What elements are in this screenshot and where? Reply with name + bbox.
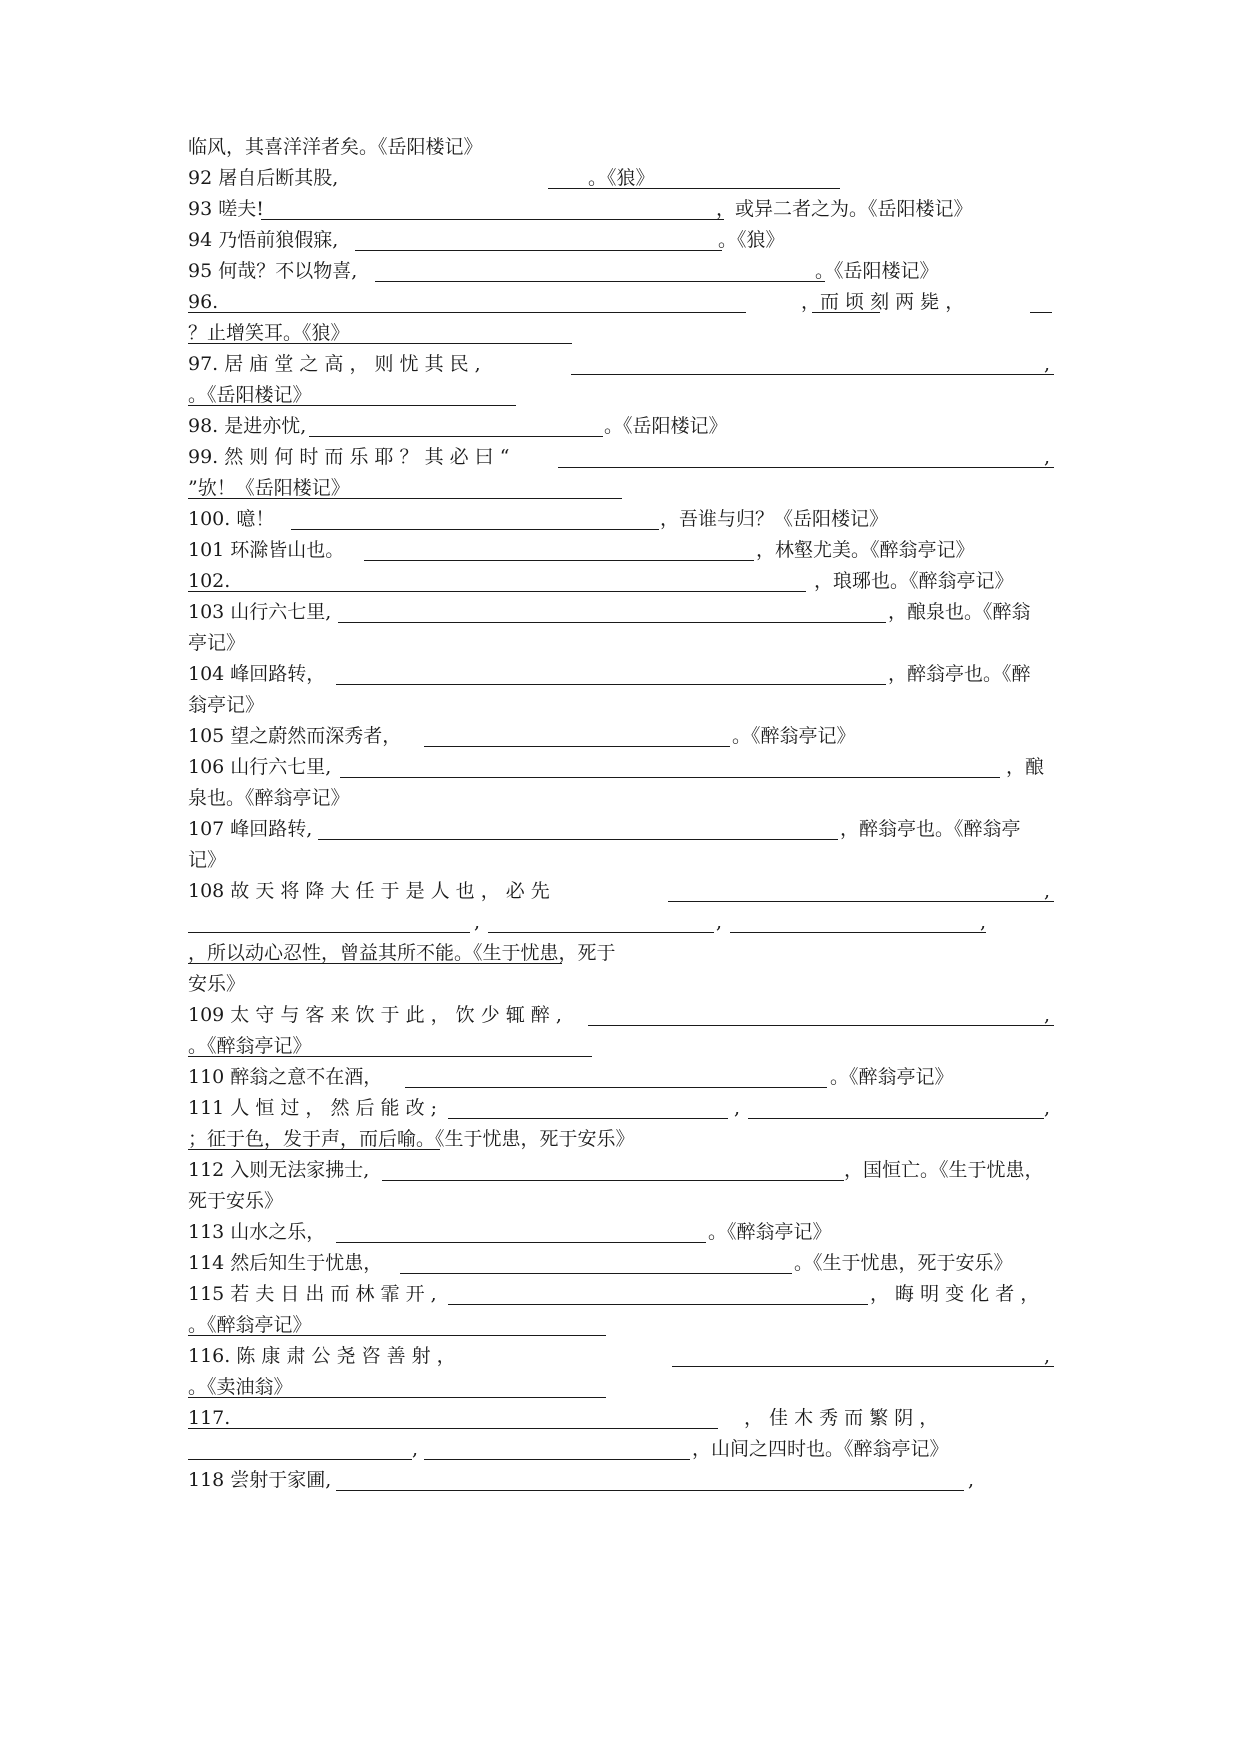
text-line (188, 969, 1054, 999)
text-segment: 114 然后知生于忧患， (188, 1252, 383, 1274)
answer-blank[interactable] (188, 1459, 412, 1460)
text-segment: ， 佳 木 秀 而 繁 阴 ， (744, 1407, 939, 1429)
text-segment: ，山间之四时也。《醉翁亭记》 (692, 1438, 949, 1460)
text-segment: 110 醉翁之意不在酒， (188, 1066, 383, 1088)
text-line (188, 1000, 1054, 1030)
answer-blank[interactable] (338, 622, 886, 623)
text-line (188, 1341, 1054, 1371)
text-line (188, 721, 1054, 751)
answer-blank[interactable] (748, 1118, 1044, 1119)
text-segment: 95 何哉？不以物喜, (188, 260, 358, 282)
text-line (188, 1217, 1054, 1247)
text-segment: 。《醉翁亭记》 (732, 725, 856, 747)
text-segment: 109 太 守 与 客 来 饮 于 此 ， 饮 少 辄 醉 , (188, 1004, 562, 1026)
answer-blank[interactable] (309, 436, 603, 437)
text-line (188, 256, 1054, 286)
text-segment: , (1044, 1345, 1051, 1367)
answer-blank[interactable] (375, 281, 825, 282)
text-segment: , (734, 1097, 741, 1119)
text-segment: ，而 顷 刻 两 毙 ， (801, 291, 965, 313)
text-line (188, 566, 1054, 596)
text-segment: 117. (188, 1407, 231, 1429)
text-segment: , (412, 1438, 419, 1460)
answer-blank[interactable] (571, 374, 1054, 375)
text-segment: 105 望之蔚然而深秀者， (188, 725, 402, 747)
text-segment: 。《岳阳楼记》 (188, 384, 312, 406)
text-segment: , (1044, 1097, 1051, 1119)
text-line (188, 1186, 1054, 1216)
text-segment: 。《醉翁亭记》 (188, 1314, 312, 1336)
answer-blank[interactable] (448, 1118, 728, 1119)
text-segment: , (1044, 353, 1051, 375)
text-segment: 。《生于忧患，死于安乐》 (794, 1252, 1013, 1274)
text-line (188, 225, 1054, 255)
text-segment: ，所以动心忍性，曾益其所不能。《生于忧患，死于 (188, 942, 616, 964)
text-segment: 106 山行六七里, (188, 756, 332, 778)
text-line (188, 349, 1054, 379)
text-line (188, 473, 1054, 503)
text-segment: 118 尝射于家圃, (188, 1469, 332, 1491)
text-line (188, 1031, 1054, 1061)
answer-blank[interactable] (1030, 312, 1052, 313)
answer-blank[interactable] (318, 839, 838, 840)
text-segment: 108 故 天 将 降 大 任 于 是 人 也 ， 必 先 (188, 880, 550, 902)
text-line (188, 1310, 1054, 1340)
text-segment: , (1044, 1004, 1051, 1026)
answer-blank[interactable] (558, 467, 1054, 468)
text-line (188, 411, 1054, 441)
text-segment: 104 峰回路转， (188, 663, 326, 685)
text-line (188, 442, 1054, 472)
text-segment: 96. (188, 291, 219, 313)
text-segment: 93 嗟夫! (188, 198, 264, 220)
text-line (188, 783, 1054, 813)
text-segment: 111 人 恒 过 ， 然 后 能 改 ; (188, 1097, 438, 1119)
text-segment: 泉也。《醉翁亭记》 (188, 787, 350, 809)
text-segment: 113 山水之乐， (188, 1221, 326, 1243)
answer-blank[interactable] (188, 1428, 718, 1429)
text-segment: 亭记》 (188, 632, 246, 654)
answer-blank[interactable] (364, 560, 754, 561)
text-segment: , (980, 911, 987, 933)
text-segment: 112 入则无法家拂士, (188, 1159, 370, 1181)
answer-blank[interactable] (336, 684, 886, 685)
text-line (188, 1062, 1054, 1092)
text-segment: ，醉翁亭也。《醉 (888, 663, 1031, 685)
answer-blank[interactable] (336, 1242, 706, 1243)
text-segment: ；征于色，发于声，而后喻。《生于忧患，死于安乐》 (188, 1128, 635, 1150)
text-line (188, 597, 1054, 627)
text-line (188, 504, 1054, 534)
text-segment: 翁亭记》 (188, 694, 265, 716)
text-line (188, 1279, 1054, 1309)
answer-blank[interactable] (291, 529, 659, 530)
text-line (188, 752, 1054, 782)
text-line (188, 628, 1054, 658)
text-line (188, 318, 1054, 348)
text-segment: ，或异二者之为。《岳阳楼记》 (716, 198, 973, 220)
text-segment: 。《狼》 (588, 167, 655, 189)
text-line (188, 1093, 1054, 1123)
answer-blank[interactable] (400, 1273, 792, 1274)
text-segment: ，林壑尤美。《醉翁亭记》 (756, 539, 975, 561)
text-segment: 116. 陈 康 肃 公 尧 咨 善 射 ， (188, 1345, 456, 1367)
text-line (188, 535, 1054, 565)
text-line (188, 1124, 1054, 1154)
text-segment: ，酿 (1006, 756, 1045, 778)
text-segment: 。《岳阳楼记》 (815, 260, 939, 282)
text-line (188, 1372, 1054, 1402)
text-segment: 97. 居 庙 堂 之 高 ， 则 忧 其 民 , (188, 353, 481, 375)
answer-blank[interactable] (730, 932, 986, 933)
text-segment: 98. 是进亦忧, (188, 415, 307, 437)
answer-blank[interactable] (424, 1459, 690, 1460)
answer-blank[interactable] (588, 1025, 1054, 1026)
text-segment: 107 峰回路转, (188, 818, 313, 840)
text-line (188, 876, 1054, 906)
text-segment: 102. (188, 570, 231, 592)
text-segment: ，琅琊也。《醉翁亭记》 (814, 570, 1014, 592)
text-segment: ，国恒亡。《生于忧患， (844, 1159, 1044, 1181)
text-segment: ， 晦 明 变 化 者 ， (870, 1283, 1040, 1305)
text-segment: , (474, 911, 481, 933)
text-line (188, 938, 1054, 968)
text-segment: ？止增笑耳。《狼》 (188, 322, 350, 344)
answer-blank[interactable] (448, 1304, 868, 1305)
text-segment: 记》 (188, 849, 227, 871)
text-segment: 92 屠自后断其股, (188, 167, 339, 189)
answer-blank[interactable] (672, 1366, 1054, 1367)
text-line (188, 1248, 1054, 1278)
answer-blank[interactable] (336, 1490, 964, 1491)
text-segment: 。《醉翁亭记》 (830, 1066, 954, 1088)
text-segment: , (716, 911, 723, 933)
text-segment: , (1044, 880, 1051, 902)
text-segment: 临风，其喜洋洋者矣。《岳阳楼记》 (188, 136, 483, 158)
text-line (188, 659, 1054, 689)
text-segment: ，醉翁亭也。《醉翁亭 (840, 818, 1021, 840)
text-segment: 115 若 夫 日 出 而 林 霏 开 , (188, 1283, 437, 1305)
text-segment: , (968, 1469, 975, 1491)
text-segment: 。《醉翁亭记》 (708, 1221, 832, 1243)
answer-blank[interactable] (424, 746, 730, 747)
answer-blank[interactable] (188, 591, 806, 592)
text-segment: 安乐》 (188, 973, 246, 995)
text-line (188, 163, 1054, 193)
text-segment: 。《狼》 (718, 229, 785, 251)
text-line (188, 380, 1054, 410)
text-line (188, 1434, 1054, 1464)
text-line (188, 1403, 1054, 1433)
answer-blank[interactable] (355, 250, 722, 251)
text-line (188, 1465, 1054, 1495)
text-line (188, 287, 1054, 317)
text-segment: 103 山行六七里, (188, 601, 332, 623)
text-segment: 94 乃悟前狼假寐, (188, 229, 339, 251)
text-segment: ，酿泉也。《醉翁 (888, 601, 1031, 623)
text-segment: 。《醉翁亭记》 (188, 1035, 312, 1057)
answer-blank[interactable] (668, 901, 1054, 902)
answer-blank[interactable] (405, 1087, 827, 1088)
text-segment: 100. 噫！ (188, 508, 275, 530)
text-segment: 101 环滁皆山也。 (188, 539, 345, 561)
answer-blank[interactable] (188, 312, 746, 313)
answer-blank[interactable] (340, 777, 1000, 778)
text-line (188, 907, 1054, 937)
answer-blank[interactable] (382, 1180, 844, 1181)
text-segment: , (1044, 446, 1051, 468)
text-line (188, 690, 1054, 720)
text-line (188, 194, 1054, 224)
text-segment: 死于安乐》 (188, 1190, 284, 1212)
text-line (188, 845, 1054, 875)
text-segment: ”欤！《岳阳楼记》 (188, 477, 350, 499)
answer-blank[interactable] (188, 932, 470, 933)
text-segment: 。《岳阳楼记》 (604, 415, 728, 437)
text-segment: 99. 然 则 何 时 而 乐 耶 ？ 其 必 曰 “ (188, 446, 510, 468)
text-segment: ，吾谁与归？《岳阳楼记》 (660, 508, 889, 530)
answer-blank[interactable] (261, 219, 724, 220)
text-segment: 。《卖油翁》 (188, 1376, 293, 1398)
text-line (188, 814, 1054, 844)
answer-blank[interactable] (488, 932, 714, 933)
text-line (188, 1155, 1054, 1185)
text-line (188, 132, 1054, 162)
